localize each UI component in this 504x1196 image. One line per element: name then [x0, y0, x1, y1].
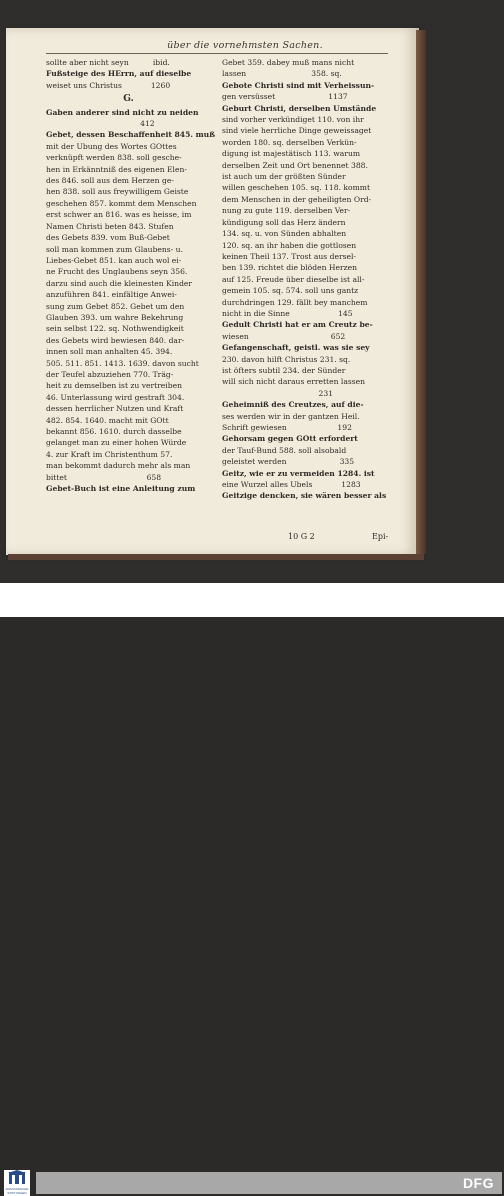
- index-line: Gefangenschaft, geistl. was sie sey: [222, 343, 370, 353]
- index-line: 120. sq. an ihr haben die gottlosen: [222, 240, 357, 250]
- index-line: hen 838. soll aus freywilligem Geiste: [46, 187, 189, 197]
- index-line: willen geschehen 105. sq. 118. kommt: [222, 183, 371, 193]
- index-line: Gebote Christi sind mit Verheissun-: [222, 80, 375, 90]
- index-line: keinen Theil 137. Trost aus dersel-: [222, 251, 356, 261]
- index-line: 134. sq. u. von Sünden abhalten: [222, 229, 347, 239]
- catchword: Epi-: [372, 532, 389, 541]
- running-head: über die vornehmsten Sachen.: [167, 40, 323, 51]
- index-line: mit der Ubung des Wortes GOttes: [46, 141, 177, 151]
- index-line: Gebet 359. dabey muß mans nicht: [222, 58, 355, 67]
- franckesche-stiftungen-logo[interactable]: [4, 1170, 30, 1196]
- index-line: ben 139. richtet die blöden Herzen: [222, 263, 358, 273]
- index-line: anzuführen 841. einfältige Anwei-: [46, 290, 177, 300]
- index-line: Schrift gewiesen 192: [222, 423, 352, 432]
- index-line: 412: [46, 119, 155, 129]
- index-line: digung ist majestätisch 113. warum: [222, 149, 361, 159]
- index-line: sein selbst 122. sq. Nothwendigkeit: [46, 324, 184, 334]
- index-line: Fußsteige des HErrn, auf dieselbe: [46, 69, 192, 79]
- index-line: Gebet, dessen Beschaffenheit 845. muß: [46, 130, 215, 140]
- index-line: hen in Erkänntniß des eigenen Elen-: [46, 164, 187, 174]
- index-line: ne Frucht des Unglaubens seyn 356.: [46, 267, 188, 277]
- right-column: [222, 57, 388, 502]
- index-line: Gebet-Buch ist eine Anleitung zum: [46, 484, 196, 494]
- footer-bar: [0, 583, 504, 1195]
- index-line: heit zu demselben ist zu vertreiben: [46, 381, 182, 391]
- index-line: innen soll man anhalten 45. 394.: [46, 347, 173, 357]
- viewer-background: [0, 0, 504, 583]
- index-line: gen versüsset 1137: [222, 92, 348, 102]
- index-line: Namen Christi beten 843. Stufen: [46, 221, 174, 231]
- index-line: eine Wurzel alles Ubels 1283: [222, 480, 361, 490]
- index-line: wiesen 652: [222, 331, 346, 341]
- index-line: weiset uns Christus 1260: [46, 80, 171, 90]
- index-line: erst schwer an 816. was es heisse, im: [46, 210, 192, 220]
- index-line: gemein 105. sq. 574. soll uns gantz: [222, 286, 359, 296]
- index-line: geschehen 857. kommt dem Menschen: [46, 198, 197, 208]
- index-line: man bekommt dadurch mehr als man: [46, 461, 191, 471]
- dfg-logo[interactable]: DFG: [462, 1175, 494, 1191]
- index-line: sind vorher verkündiget 110. von ihr: [222, 115, 364, 125]
- index-line: bittet 658: [46, 472, 162, 482]
- index-line: geleistet werden 335: [222, 457, 355, 467]
- logo-text: FRANCKESCHE STIFTUNGEN: [5, 1187, 29, 1195]
- index-line: ist öfters subtil 234. der Sünder: [222, 365, 346, 375]
- index-line: darzu sind auch die kleinesten Kinder: [46, 278, 193, 288]
- logo-icon: [4, 1170, 30, 1188]
- header-rule: [46, 53, 388, 54]
- index-line: soll man kommen zum Glaubens- u.: [46, 244, 183, 254]
- index-line: nicht in die Sinne 145: [222, 308, 353, 318]
- index-line: ist auch um der größten Sünder: [222, 172, 346, 182]
- index-line: sollte aber nicht seyn ibid.: [46, 58, 170, 67]
- index-line: bekannt 856. 1610. durch dasselbe: [46, 427, 182, 436]
- index-line: will sich nicht daraus erretten lassen: [222, 377, 366, 387]
- footer-band: [36, 1172, 502, 1194]
- index-line: 46. Unterlassung wird gestraft 304.: [46, 392, 185, 402]
- book-cover-edge: [416, 30, 426, 554]
- index-line: derselben Zeit und Ort benennet 388.: [222, 160, 368, 170]
- index-line: 231: [222, 388, 334, 398]
- index-line: 482. 854. 1640. macht mit GOtt: [46, 415, 169, 425]
- index-line: Gehorsam gegen GOtt erfordert: [222, 434, 358, 444]
- index-line: Liebes-Gebet 851. kan auch wol ei-: [46, 255, 182, 265]
- index-line: Geitzige dencken, sie wären besser als: [222, 491, 387, 501]
- index-line: lassen 358. sq.: [222, 69, 342, 79]
- index-line: gelanget man zu einer hohen Würde: [46, 438, 187, 448]
- index-line: sung zum Gebet 852. Gebet um den: [46, 301, 185, 311]
- index-line: 4. zur Kraft im Christenthum 57.: [46, 449, 173, 459]
- index-line: des Gebets wird bewiesen 840. dar-: [46, 335, 185, 345]
- index-line: Gedult Christi hat er am Creutz be-: [222, 320, 373, 330]
- index-line: der Tauf-Bund 588. soll alsobald: [222, 445, 347, 455]
- index-line: kündigung soll das Herz ändern: [222, 217, 346, 227]
- index-line: des Gebets 839. vom Buß-Gebet: [46, 233, 170, 243]
- index-line: Geburt Christi, derselben Umstände: [222, 103, 377, 113]
- index-line: des 846. soll aus dem Herzen ge-: [46, 176, 174, 186]
- index-line: Glauben 393. um wahre Bekehrung: [46, 312, 184, 322]
- index-line: Gaben anderer sind nicht zu neiden: [46, 107, 199, 117]
- index-line: sind viele herrliche Dinge geweissaget: [222, 126, 372, 136]
- index-line: der Teufel abzuziehen 770. Träg-: [46, 369, 174, 379]
- index-line: auf 125. Freude über dieselbe ist all-: [222, 274, 365, 284]
- index-line: verknüpft werden 838. soll gesche-: [46, 153, 182, 163]
- signature-mark: 10 G 2: [288, 532, 315, 541]
- index-line: Geheimniß des Creutzes, auf die-: [222, 400, 364, 410]
- index-line: durchdringen 129. fällt bey manchem: [222, 297, 368, 307]
- index-line: nung zu gute 119. derselben Ver-: [222, 206, 351, 216]
- index-line: ses werden wir in der gantzen Heil.: [222, 411, 360, 421]
- index-line: G.: [123, 94, 134, 105]
- index-line: Geitz, wie er zu vermeiden 1284. ist: [222, 468, 375, 478]
- index-line: dessen herrlicher Nutzen und Kraft: [46, 404, 184, 414]
- index-line: worden 180. sq. derselben Verkün-: [222, 137, 357, 147]
- index-line: dem Menschen in der geheiligten Ord-: [222, 194, 372, 204]
- book-cover-bottom: [8, 554, 424, 560]
- left-column: [46, 57, 215, 494]
- index-line: 505. 511. 851. 1413. 1639. davon sucht: [46, 358, 199, 368]
- index-line: 230. davon hilft Christus 231. sq.: [222, 354, 351, 364]
